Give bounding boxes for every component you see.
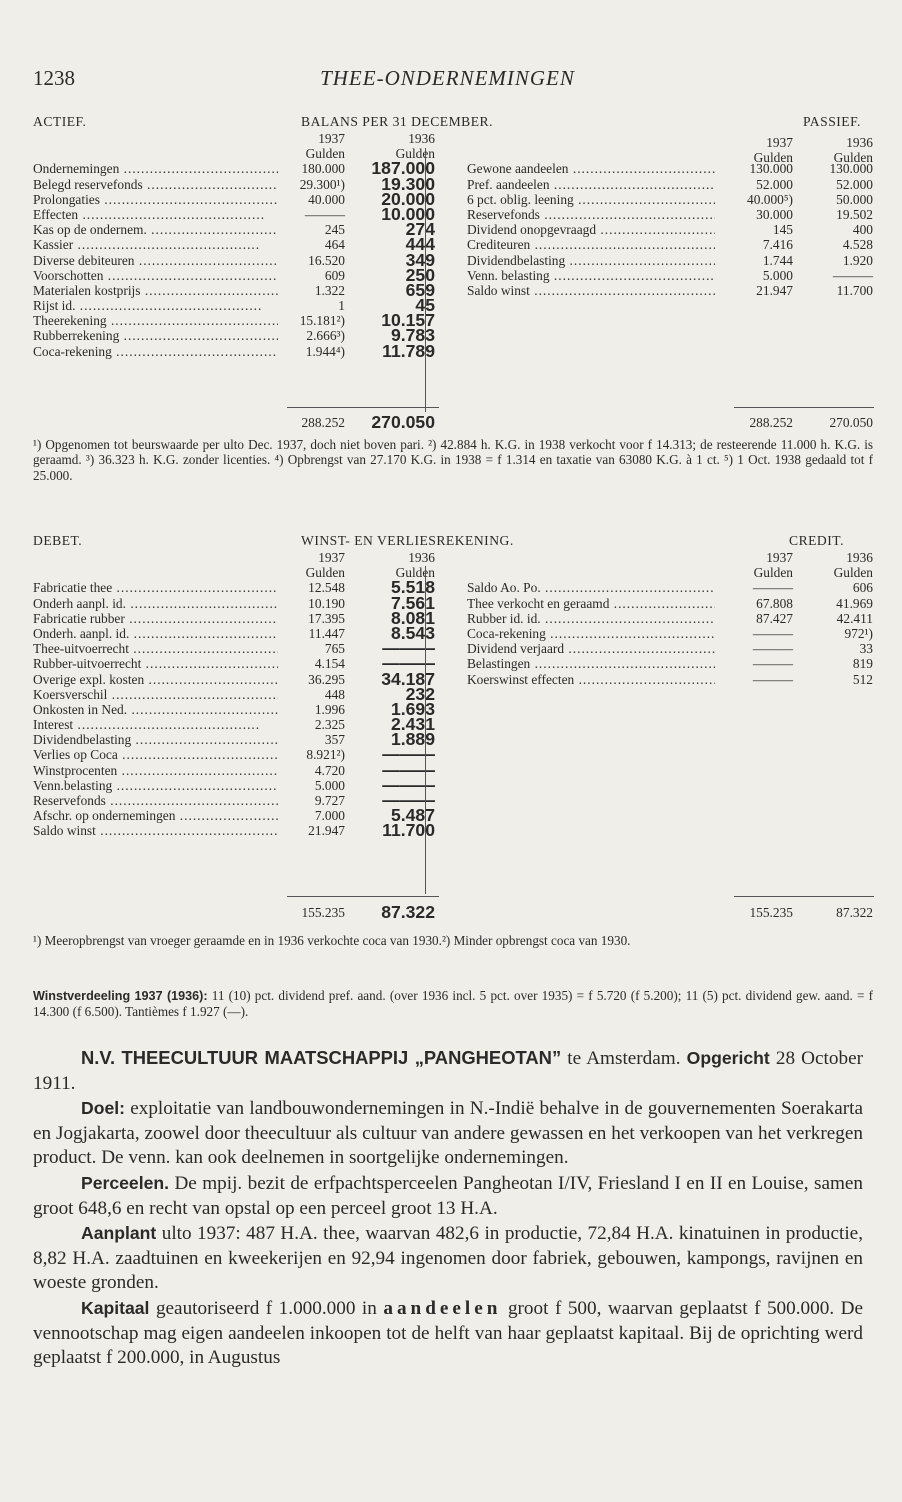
row-value-1936: 8.081 bbox=[390, 607, 435, 628]
row-label: Saldo Ao. Po. ..... bbox=[467, 580, 715, 595]
table-row bbox=[33, 653, 873, 674]
table-row bbox=[33, 790, 873, 810]
row-value-1936: 52.000 bbox=[836, 176, 873, 192]
table-row bbox=[33, 668, 873, 689]
row-value-1936: 45 bbox=[415, 295, 435, 316]
row-label: Dividendbelasting ..... bbox=[467, 253, 715, 268]
col-year: 1937 bbox=[766, 135, 793, 150]
row-value-1937: ——— bbox=[752, 671, 793, 687]
row-value-1937: ——— bbox=[304, 206, 345, 222]
profit-loss bbox=[33, 533, 873, 839]
row-label: Venn.belasting ..... bbox=[33, 778, 278, 793]
col-year: 1937 bbox=[318, 550, 345, 565]
winst-text: 11 (10) pct. dividend pref. aand. (over 1936 incl. 5 pct. over 1935) = f 5.720 (f 5.200); 11 (5) pct. dividend gew. aand. = f 14.300 (f 6.500). Tantièmes f 1.927 (—). bbox=[33, 988, 873, 1020]
total-rule bbox=[734, 407, 874, 408]
company-location: te Amsterdam. bbox=[561, 1048, 687, 1069]
footnote-text: ¹) Opgenomen tot beurswaarde per ulto Dec. 1937, doch niet boven pari. ²) 42.884 h. K.G. in 1938 verkocht voor f 14.313; de resteerende 11.000 h. K.G. is geraamd. ³) 36.323 h. K.G. zonder licenties. ⁴) Opbrengst van 27.170 K.G. in 1938 = f 1.314 en taxatie van 63080 K.G. à 1 ct. ⁵) 1 Oct. 1938 gedaald tot f 25.000. bbox=[33, 437, 873, 483]
row-value-1937: 40.000⁵) bbox=[747, 191, 793, 207]
row-value-1936: 1.889 bbox=[390, 729, 435, 750]
row-value-1936: 130.000 bbox=[829, 161, 873, 177]
opgericht-text: 28 October 1911. bbox=[33, 1048, 863, 1094]
row-label: Coca-rekening ..... bbox=[467, 626, 715, 641]
row-value-1936: 20.000 bbox=[381, 188, 435, 209]
row-value-1936: 10.157 bbox=[381, 310, 435, 331]
row-value-1936: 50.000 bbox=[836, 191, 873, 207]
row-value-1936: 659 bbox=[405, 279, 435, 300]
row-label: Dividend verjaard ..... bbox=[467, 641, 715, 656]
col-year: 1936 bbox=[846, 550, 873, 565]
row-label: Materialen kostprijs ..... bbox=[33, 283, 278, 298]
row-value-1937: 12.548 bbox=[308, 580, 345, 596]
row-label: Onderh. aanpl. id. ..... bbox=[33, 626, 278, 641]
row-value-1937: 21.947 bbox=[308, 823, 345, 839]
row-value-1937: 7.000 bbox=[314, 808, 345, 824]
row-label: Koerswinst effecten ..... bbox=[467, 672, 715, 687]
row-label: Winstprocenten ..... bbox=[33, 763, 278, 778]
row-value-1937: 17.395 bbox=[308, 610, 345, 626]
col-unit: Gulden bbox=[833, 150, 873, 166]
total-value: 155.235 bbox=[749, 905, 793, 920]
row-label: Saldo winst ..... bbox=[33, 823, 278, 838]
column-divider bbox=[425, 148, 426, 412]
row-value-1937: 4.154 bbox=[314, 656, 345, 672]
pnl-year-header bbox=[33, 550, 873, 565]
row-label: Voorschotten ..... bbox=[33, 268, 278, 283]
aanplant-text: ulto 1937: 487 H.A. thee, waarvan 482,6 in productie, 72,84 H.A. kinatuinen in productie, 8,82 H.A. zaadtuinen en kweekerijen en 92,94 ingenomen door fabriek, gebouwen, kampongs, ravijnen en woeste gronden. bbox=[33, 1223, 863, 1294]
row-label: 6 pct. oblig. leening ..... bbox=[467, 192, 715, 207]
row-value-1937: 36.295 bbox=[308, 671, 345, 687]
row-label: Rijst id. ..... bbox=[33, 298, 278, 313]
row-value-1936: 8.543 bbox=[390, 622, 435, 643]
row-label: Prolongaties ..... bbox=[33, 192, 278, 207]
row-value-1936: ——— bbox=[832, 267, 873, 283]
row-value-1937: 16.520 bbox=[308, 252, 345, 268]
row-value-1937: 448 bbox=[324, 686, 345, 702]
page-header bbox=[33, 66, 862, 94]
row-value-1936: 250 bbox=[405, 264, 435, 285]
table-row bbox=[33, 683, 873, 704]
footnote-text: ¹) Meeropbrengst van vroeger geraamde en in 1936 verkochte coca van 1930.²) Minder opbrengst coca van 1930. bbox=[33, 933, 631, 948]
table-row bbox=[33, 173, 873, 194]
row-value-1937: 52.000 bbox=[756, 176, 793, 192]
row-value-1936: ——— bbox=[382, 790, 435, 810]
perceelen-label: Perceelen. bbox=[81, 1172, 170, 1193]
row-value-1936: 42.411 bbox=[836, 610, 873, 626]
table-row bbox=[33, 264, 873, 285]
aanplant-label: Aanplant bbox=[81, 1223, 157, 1244]
aanplant-paragraph bbox=[33, 1221, 863, 1296]
row-label: Diverse debiteuren ..... bbox=[33, 253, 278, 268]
balance-right-title: PASSIEF. bbox=[803, 114, 861, 129]
row-label: Overige expl. kosten ..... bbox=[33, 672, 278, 687]
row-value-1937: 765 bbox=[324, 641, 345, 657]
total-value: 270.050 bbox=[829, 415, 873, 430]
row-value-1937: 180.000 bbox=[301, 161, 345, 177]
row-value-1937: 130.000 bbox=[749, 161, 793, 177]
row-label: Afschr. op ondernemingen ..... bbox=[33, 808, 278, 823]
row-value-1937: ——— bbox=[752, 580, 793, 596]
row-label: Rubberrekening ..... bbox=[33, 328, 278, 343]
row-label: Fabricatie thee ..... bbox=[33, 580, 278, 595]
row-value-1937: 8.921²) bbox=[306, 747, 345, 763]
row-value-1936: 444 bbox=[405, 234, 435, 255]
row-label: Onkosten in Ned. ..... bbox=[33, 702, 278, 717]
pnl-unit-header bbox=[33, 565, 873, 580]
balance-unit-header bbox=[33, 146, 873, 166]
col-unit: Gulden bbox=[753, 565, 793, 581]
column-divider bbox=[425, 566, 426, 894]
row-value-1936: 7.561 bbox=[390, 592, 435, 613]
row-value-1937: 40.000 bbox=[308, 191, 345, 207]
table-row bbox=[33, 219, 873, 240]
row-value-1937: 21.947 bbox=[756, 282, 793, 298]
row-label: Kas op de ondernem. ..... bbox=[33, 222, 278, 237]
row-label: Belegd reservefonds ..... bbox=[33, 177, 278, 192]
row-value-1936: 2.431 bbox=[390, 714, 435, 735]
row-label: Verlies op Coca ..... bbox=[33, 747, 278, 762]
row-label: Saldo winst ..... bbox=[467, 283, 715, 298]
row-label: Fabricatie rubber ..... bbox=[33, 611, 278, 626]
row-label: Reservefonds ..... bbox=[33, 793, 278, 808]
row-value-1937: 11.447 bbox=[308, 625, 345, 641]
table-row bbox=[33, 295, 873, 316]
table-row bbox=[33, 279, 873, 300]
row-value-1936: 4.528 bbox=[842, 237, 873, 253]
row-label: Ondernemingen ..... bbox=[33, 161, 278, 176]
row-value-1936: 19.300 bbox=[381, 173, 435, 194]
col-unit: Gulden bbox=[753, 150, 793, 166]
total-rule bbox=[287, 896, 439, 897]
row-value-1937: 10.190 bbox=[308, 595, 345, 611]
perceelen-text: De mpij. bezit de erfpachtsperceelen Pangheotan I/IV, Friesland I en II en Louise, samen groot 648,6 en recht van opstal op een perceel groot 13 H.A. bbox=[33, 1172, 863, 1219]
row-value-1937: 67.808 bbox=[756, 595, 793, 611]
row-value-1937: 1 bbox=[338, 298, 345, 314]
row-label: Rubber id. id. ..... bbox=[467, 611, 715, 626]
row-value-1936: 9.783 bbox=[390, 325, 435, 346]
row-value-1937: 5.000 bbox=[314, 777, 345, 793]
row-label: Effecten ..... bbox=[33, 207, 278, 222]
col-unit: Gulden bbox=[305, 565, 345, 581]
table-row bbox=[33, 340, 873, 361]
row-value-1937: 7.416 bbox=[762, 237, 793, 253]
row-value-1936: 187.000 bbox=[371, 158, 435, 179]
doel-text: exploitatie van landbouwondernemingen in N.-Indië behalve in de gouvernementen Soerakarta en Jogjakarta, zoowel door theecultuur als cultuur van andere gewassen en het verkoopen van het verkregen product. De venn. kan ook deelnemen in soortgelijke ondernemingen. bbox=[33, 1098, 863, 1169]
row-label: Thee verkocht en geraamd ..... bbox=[467, 596, 715, 611]
total-value: 87.322 bbox=[381, 902, 435, 922]
company-name: N.V. THEECULTUUR MAATSCHAPPIJ „PANGHEOTAN” bbox=[81, 1047, 562, 1068]
row-value-1937: 2.666³) bbox=[306, 328, 345, 344]
col-unit: Gulden bbox=[833, 565, 873, 581]
table-row bbox=[33, 805, 873, 826]
winstverdeeling bbox=[33, 988, 873, 1020]
row-value-1936: 1.693 bbox=[390, 698, 435, 719]
col-year: 1937 bbox=[766, 550, 793, 565]
perceelen-paragraph bbox=[33, 1171, 863, 1221]
col-year: 1936 bbox=[408, 550, 435, 565]
row-value-1936: 512 bbox=[852, 671, 873, 687]
kapitaal-label: Kapitaal bbox=[81, 1297, 150, 1318]
row-value-1936: 5.518 bbox=[390, 577, 435, 598]
row-value-1937: ——— bbox=[752, 641, 793, 657]
kapitaal-text: geautoriseerd f 1.000.000 in bbox=[149, 1297, 384, 1319]
table-row bbox=[33, 203, 873, 224]
balance-left-title: ACTIEF. bbox=[33, 114, 87, 129]
col-year: 1937 bbox=[318, 131, 345, 146]
row-value-1937: 245 bbox=[324, 222, 345, 238]
row-value-1936: 11.789 bbox=[382, 340, 435, 361]
table-row bbox=[33, 638, 873, 659]
table-row bbox=[33, 698, 873, 719]
total-rule bbox=[734, 896, 874, 897]
row-value-1937: 4.720 bbox=[314, 762, 345, 778]
balance-sheet bbox=[33, 114, 873, 359]
total-value: 288.252 bbox=[301, 415, 345, 430]
table-row bbox=[33, 234, 873, 255]
row-value-1936: 34.187 bbox=[381, 668, 435, 689]
row-value-1937: 15.181²) bbox=[299, 313, 345, 329]
row-value-1937: 1.996 bbox=[314, 701, 345, 717]
row-label: Rubber-uitvoerrecht ..... bbox=[33, 656, 278, 671]
col-unit: Gulden bbox=[395, 146, 435, 162]
kapitaal-paragraph bbox=[33, 1296, 863, 1371]
doel-paragraph bbox=[33, 1096, 863, 1171]
row-value-1936: 232 bbox=[405, 683, 435, 704]
table-row bbox=[33, 714, 873, 735]
table-row bbox=[33, 774, 873, 795]
row-label: Interest ..... bbox=[33, 717, 278, 732]
row-value-1937: 29.300¹) bbox=[299, 176, 345, 192]
pnl-totals bbox=[33, 902, 873, 922]
row-value-1937: 30.000 bbox=[756, 206, 793, 222]
table-row bbox=[33, 759, 873, 780]
pnl-footnote bbox=[33, 933, 873, 948]
row-value-1936: ——— bbox=[382, 774, 435, 795]
col-unit: Gulden bbox=[395, 565, 435, 581]
row-value-1937: 1.744 bbox=[762, 252, 793, 268]
balance-titles bbox=[33, 114, 873, 131]
total-value: 155.235 bbox=[301, 905, 345, 920]
row-value-1936: 11.700 bbox=[382, 820, 435, 841]
balance-footnote bbox=[33, 437, 873, 483]
opgericht-label: Opgericht bbox=[686, 1048, 770, 1068]
running-title: THEE-ONDERNEMINGEN bbox=[320, 66, 575, 90]
row-value-1937: 1.944⁴) bbox=[305, 343, 345, 359]
row-label: Theerekening ..... bbox=[33, 313, 278, 328]
company-heading bbox=[33, 1046, 863, 1096]
table-row bbox=[33, 188, 873, 209]
table-row bbox=[33, 607, 873, 628]
table-row bbox=[33, 622, 873, 643]
row-label: Venn. belasting ..... bbox=[467, 268, 715, 283]
row-value-1937: 609 bbox=[324, 267, 345, 283]
balance-center-title: BALANS PER 31 DECEMBER. bbox=[301, 114, 494, 129]
company-section bbox=[33, 1046, 863, 1371]
row-value-1936: ——— bbox=[382, 653, 435, 674]
balance-year-header bbox=[33, 131, 873, 150]
page-number: 1238 bbox=[33, 66, 75, 90]
row-value-1936: 349 bbox=[405, 249, 435, 270]
kapitaal-text: groot f 500, waarvan geplaatst f 500.000. De vennootschap mag eigen aandeelen inkoopen tot de helft van haar geplaatst kapitaal. Bij de oprichting werd geplaatst f 200.000, in Augustus bbox=[33, 1297, 863, 1369]
row-label: Koersverschil ..... bbox=[33, 687, 278, 702]
row-value-1936: 41.969 bbox=[836, 595, 873, 611]
balance-totals bbox=[33, 412, 873, 432]
row-value-1936: 819 bbox=[852, 656, 873, 672]
row-value-1937: 357 bbox=[324, 732, 345, 748]
row-value-1937: 87.427 bbox=[756, 610, 793, 626]
col-year: 1936 bbox=[408, 131, 435, 146]
pnl-titles bbox=[33, 533, 873, 550]
row-label: Onderh aanpl. id. ..... bbox=[33, 596, 278, 611]
row-value-1936: 274 bbox=[405, 219, 435, 240]
row-label: Coca-rekening ..... bbox=[33, 344, 278, 359]
row-label: Gewone aandeelen ..... bbox=[467, 161, 715, 176]
row-label: Belastingen ..... bbox=[467, 656, 715, 671]
row-value-1937: 5.000 bbox=[762, 267, 793, 283]
pnl-center-title: WINST- EN VERLIESREKENING. bbox=[301, 533, 514, 548]
row-label: Crediteuren ..... bbox=[467, 237, 715, 252]
table-row bbox=[33, 729, 873, 750]
row-value-1937: 145 bbox=[772, 222, 793, 238]
kapitaal-spaced-word: aandeelen bbox=[383, 1297, 502, 1319]
total-value: 87.322 bbox=[836, 905, 873, 920]
row-value-1936: 11.700 bbox=[836, 282, 873, 298]
row-value-1936: ——— bbox=[382, 744, 435, 765]
col-year: 1936 bbox=[846, 135, 873, 150]
pnl-left-title: DEBET. bbox=[33, 533, 83, 548]
table-row bbox=[33, 249, 873, 270]
row-value-1936: 19.502 bbox=[836, 206, 873, 222]
row-label: Dividend onopgevraagd ..... bbox=[467, 222, 715, 237]
doel-label: Doel: bbox=[81, 1098, 125, 1119]
row-value-1936: 400 bbox=[852, 222, 873, 238]
row-value-1936: 10.000 bbox=[381, 203, 435, 224]
table-row bbox=[33, 325, 873, 346]
row-value-1937: ——— bbox=[752, 656, 793, 672]
col-unit: Gulden bbox=[305, 146, 345, 162]
row-label: Thee-uitvoerrecht ..... bbox=[33, 641, 278, 656]
row-value-1937: 2.325 bbox=[314, 717, 345, 733]
row-value-1937: 9.727 bbox=[314, 793, 345, 808]
table-row bbox=[33, 577, 873, 598]
row-label: Reservefonds ..... bbox=[467, 207, 715, 222]
row-label: Dividendbelasting ..... bbox=[33, 732, 278, 747]
row-value-1936: ——— bbox=[382, 638, 435, 659]
table-row bbox=[33, 592, 873, 613]
total-rule bbox=[287, 407, 439, 408]
row-value-1937: ——— bbox=[752, 625, 793, 641]
total-value: 270.050 bbox=[371, 412, 435, 432]
row-value-1936: 972¹) bbox=[844, 625, 873, 641]
table-row bbox=[33, 820, 873, 841]
row-label: Kassier ..... bbox=[33, 237, 278, 252]
pnl-right-title: CREDIT. bbox=[789, 533, 844, 548]
row-value-1936: 606 bbox=[852, 580, 873, 596]
row-value-1936: 33 bbox=[859, 641, 873, 657]
row-label: Pref. aandeelen ..... bbox=[467, 177, 715, 192]
winst-lead: Winstverdeeling 1937 (1936): bbox=[33, 989, 208, 1003]
row-value-1936: ——— bbox=[382, 759, 435, 780]
row-value-1936: 5.487 bbox=[390, 805, 435, 826]
row-value-1937: 464 bbox=[324, 237, 345, 253]
total-value: 288.252 bbox=[749, 415, 793, 430]
row-value-1936: 1.920 bbox=[842, 252, 873, 268]
table-row bbox=[33, 744, 873, 765]
row-value-1937: 1.322 bbox=[314, 282, 345, 298]
table-row bbox=[33, 310, 873, 331]
